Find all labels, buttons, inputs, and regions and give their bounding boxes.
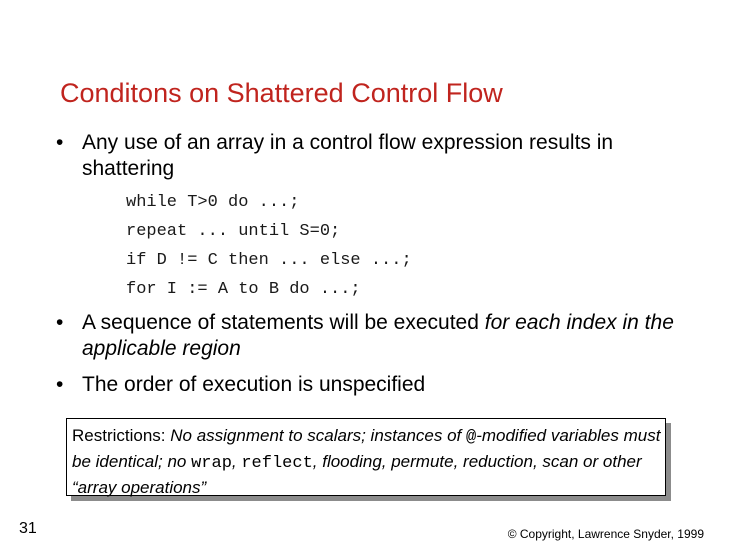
code-line: if D != C then ... else ...;: [126, 251, 412, 270]
code-line: while T>0 do ...;: [126, 193, 300, 212]
code-line: repeat ... until S=0;: [126, 222, 341, 241]
bullet-text: Any use of an array in a control flow expression results in shattering: [82, 131, 614, 180]
bullet-text: The order of execution is unspecified: [82, 373, 426, 396]
restrictions-text: [72, 424, 661, 500]
bullet-marker: •: [56, 311, 64, 334]
restrictions-body-4: , flooding, permute, reduction, scan or other “array operations”: [72, 452, 642, 497]
restrictions-body-3: ,: [231, 452, 242, 471]
bullet-order: [56, 372, 676, 398]
restrictions-body-2: -modified variables must be identical; no: [72, 426, 661, 471]
bullet-marker: •: [56, 131, 64, 154]
restrictions-code-at: @: [466, 428, 477, 447]
code-line: for I := A to B do ...;: [126, 280, 361, 299]
bullet-text-italic: for each index in the applicable region: [82, 311, 674, 360]
bullet-text-plain: A sequence of statements will be executed: [82, 311, 485, 334]
copyright-notice: © Copyright, Lawrence Snyder, 1999: [507, 527, 704, 541]
restrictions-box: [66, 418, 666, 496]
slide-title: Conditons on Shattered Control Flow: [60, 78, 503, 108]
restrictions-body-1: No assignment to scalars; instances of: [170, 426, 466, 445]
bullet-shattering: [56, 130, 676, 182]
restrictions-label: Restrictions:: [72, 426, 171, 445]
bullet-sequence: [56, 310, 676, 362]
bullet-text: [56, 310, 676, 362]
page-number: 31: [19, 520, 37, 537]
restrictions-code-reflect: reflect: [241, 454, 313, 473]
restrictions-code-wrap: wrap: [191, 454, 232, 473]
code-examples: [126, 188, 412, 304]
bullet-marker: •: [56, 373, 64, 396]
